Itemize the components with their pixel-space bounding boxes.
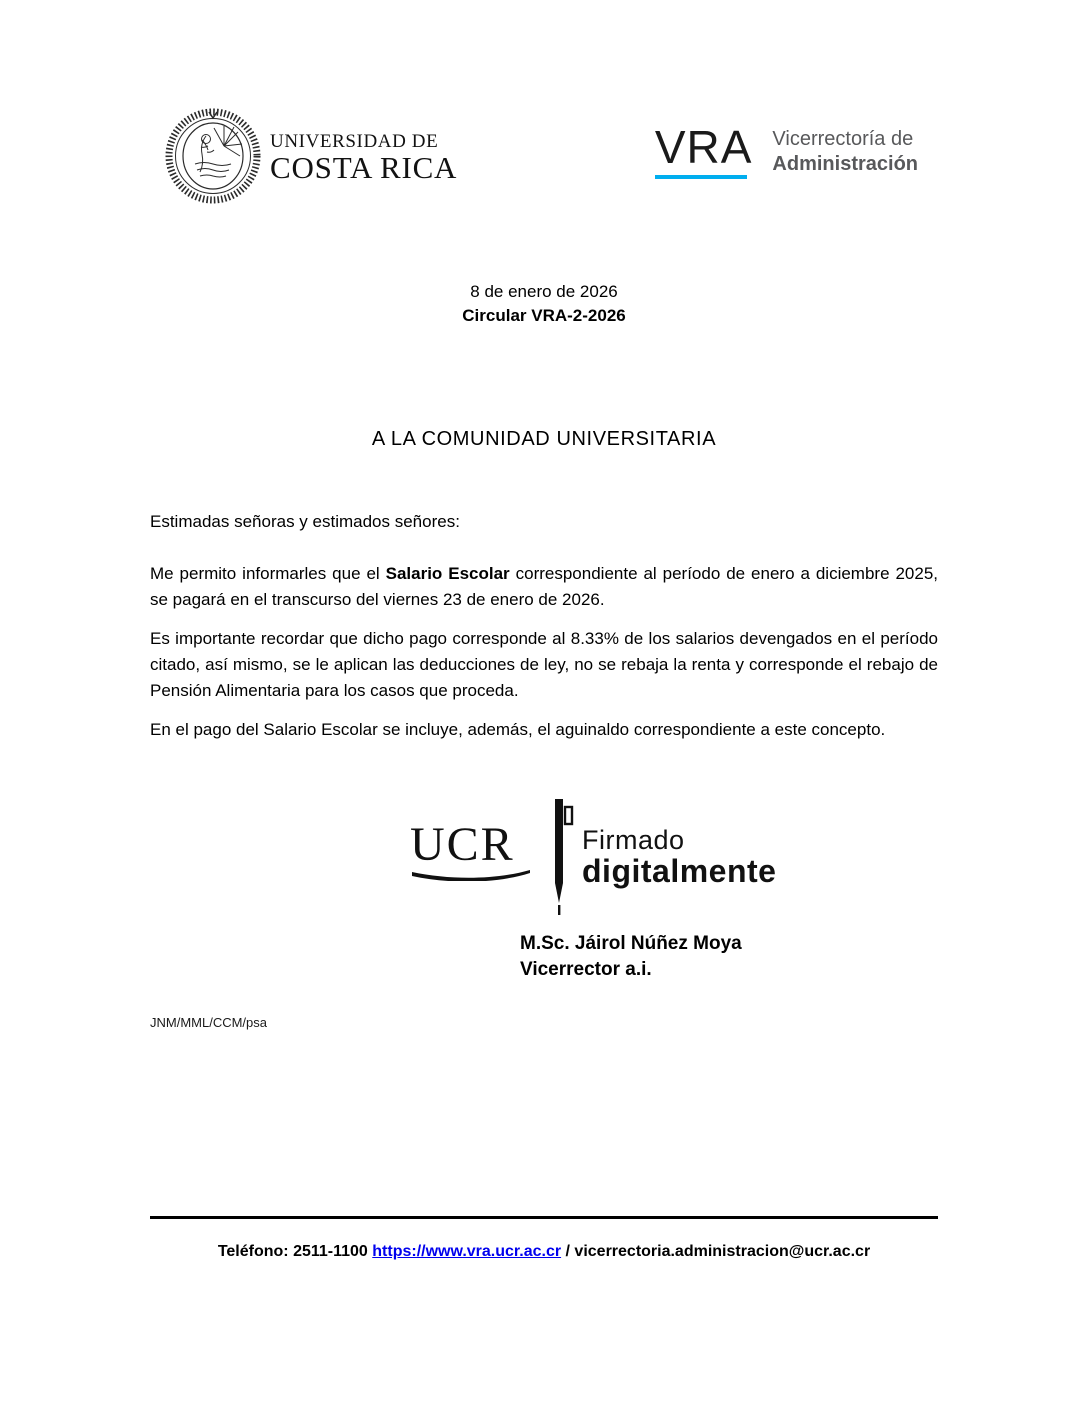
paragraph-1-pre: Me permito informarles que el [150, 564, 386, 583]
signer-title: Vicerrector a.i. [520, 959, 652, 980]
footer-email: vicerrectoria.administracion@ucr.ac.cr [574, 1243, 871, 1260]
paragraph-1-post: correspondiente al período de enero a diciembre 2025, se pagará en el transcurso del viernes 23 de enero de 2026. [150, 564, 939, 609]
footer-contact [150, 1243, 938, 1261]
vra-accent-rule [655, 175, 747, 179]
ucr-seal-icon [162, 106, 264, 206]
signer-name: M.Sc. Jáirol Núñez Moya [520, 933, 742, 954]
paragraph-1-bold: Salario Escolar [385, 564, 510, 583]
vra-subtitle [772, 127, 918, 177]
vra-logo [654, 121, 918, 179]
vra-mark [654, 121, 753, 179]
vra-subtitle-line1: Vicerrectoría de [772, 127, 914, 150]
pen-icon [544, 799, 576, 917]
footer-separator: / [561, 1243, 575, 1260]
stamp-text-line2: digitalmente [582, 853, 777, 889]
letter-body [0, 509, 1088, 743]
paragraph-1 [150, 561, 938, 613]
date-block [0, 280, 1088, 328]
ucr-logo [162, 106, 457, 206]
stamp-ucr-mark [410, 818, 532, 881]
paragraph-3: En el pago del Salario Escolar se incluye, además, el aguinaldo correspondiente a este concepto. [150, 720, 886, 739]
stamp-text-line1: Firmado [582, 825, 685, 855]
university-wordmark [270, 132, 457, 184]
stamp-underline-swoosh-icon [410, 867, 532, 881]
vra-subtitle-line2: Administración [772, 152, 918, 175]
salutation: Estimadas señoras y estimados señores: [150, 512, 460, 531]
stamp-ucr-text: UCR [410, 818, 515, 871]
reference-initials: JNM/MML/CCM/psa [150, 1015, 268, 1030]
signer-block [520, 931, 1088, 983]
circular-number: Circular VRA-2-2026 [462, 306, 626, 325]
letterhead [0, 0, 1088, 206]
stamp-text [582, 827, 776, 887]
recipient-heading: A LA COMUNIDAD UNIVERSITARIA [371, 428, 717, 450]
footer [150, 1216, 938, 1261]
footer-website-link[interactable]: https://www.vra.ucr.ac.cr [372, 1243, 562, 1260]
footer-phone: Teléfono: 2511-1100 [217, 1243, 373, 1260]
university-name-line1: UNIVERSIDAD DE [270, 130, 439, 152]
letter-date: 8 de enero de 2026 [470, 282, 618, 301]
vra-acronym: VRA [654, 121, 753, 173]
digital-signature-stamp [410, 799, 1088, 917]
paragraph-2: Es importante recordar que dicho pago corresponde al 8.33% de los salarios devengados en el período citado, así mismo, se le aplican las deducciones de ley, no se rebaja la renta y corresponde el rebajo de Pensión Alimentaria para los casos que proceda. [150, 629, 938, 700]
university-name-line2: COSTA RICA [270, 149, 458, 185]
footer-divider [150, 1216, 938, 1219]
